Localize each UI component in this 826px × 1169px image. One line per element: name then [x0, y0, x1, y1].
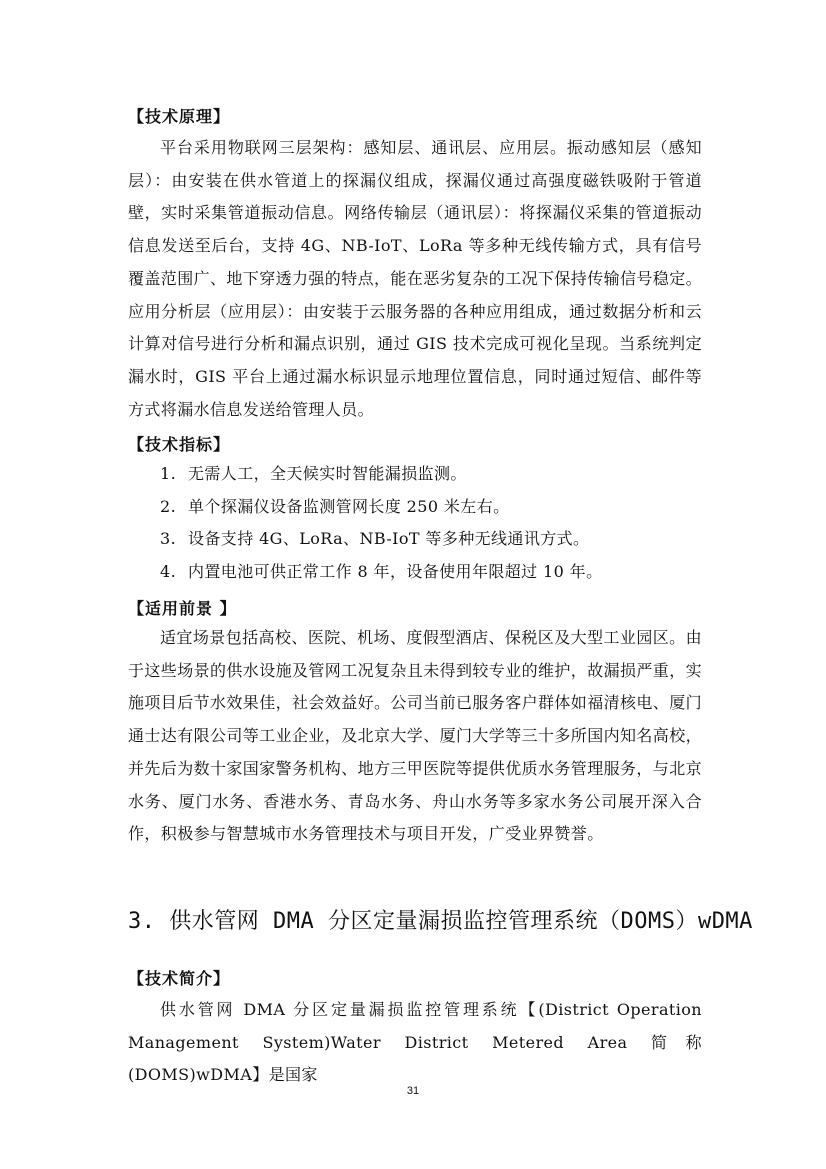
heading-prospects: 【适用前景 】 — [128, 599, 237, 618]
paragraph-prospects: 适宜场景包括高校、医院、机场、度假型酒店、保税区及大型工业园区。由于这些场景的供水设施及管网工况复杂且未得到较专业的维护，故漏损严重，实施项目后节水效果佳，社会效益好。公司当前已服务客户群体如福清核电、厦门通士达有限公司等工业企业，及北京大学、厦门大学等三十多所国内知名高校，并先后为数十家国家警务机构、地方三甲医院等提供优质水务管理服务，与北京水务、厦门水务、香港水务、青岛水务、舟山水务等多家水务公司展开深入合作，积极参与智慧城市水务管理技术与项目开发，广受业界赞誉。 — [128, 628, 703, 844]
list-number: 3. — [160, 529, 177, 549]
list-item — [160, 556, 602, 589]
list-number: 1. — [160, 464, 177, 483]
heading-intro: 【技术简介】 — [128, 969, 231, 988]
indicator-list — [160, 458, 602, 589]
paragraph-intro: 供水管网 DMA 分区定量漏损监控管理系统【(District Operation Management System)Water District Metered Area 简称(DOMS)wDMA】是国家 — [128, 1000, 702, 1085]
list-number: 4. — [160, 562, 177, 582]
list-item — [160, 458, 602, 491]
section-title: 3. 供水管网 DMA 分区定量漏损监控管理系统（DOMS）wDMA — [128, 909, 753, 934]
list-text: 无需人工，全天候实时智能漏损监测。 — [188, 464, 467, 483]
list-text: 单个探漏仪设备监测管网长度 250 米左右。 — [188, 496, 510, 516]
list-item — [160, 523, 602, 556]
list-item — [160, 491, 602, 524]
list-text: 内置电池可供正常工作 8 年，设备使用年限超过 10 年。 — [188, 562, 603, 582]
list-text: 设备支持 4G、LoRa、NB-IoT 等多种无线通讯方式。 — [188, 529, 590, 549]
heading-indicators: 【技术指标】 — [128, 435, 231, 454]
heading-principle: 【技术原理】 — [128, 107, 231, 126]
list-number: 2. — [160, 496, 177, 516]
paragraph-principle: 平台采用物联网三层架构：感知层、通讯层、应用层。振动感知层（感知层）：由安装在供水管道上的探漏仪组成，探漏仪通过高强度磁铁吸附于管道壁，实时采集管道振动信息。网络传输层（通讯层）：将探漏仪采集的管道振动信息发送至后台，支持 4G、NB-IoT、LoRa 等多种无线传输方式，具有信号覆盖范围广、地下穿透力强的特点，能在恶劣复杂的工况下保持传输信号稳定。应用分析层（应用层）：由安装于云服务器的各种应用组成，通过数据分析和云计算对信号进行分析和漏点识别，通过 GIS 技术完成可视化呈现。当系统判定漏水时，GIS 平台上通过漏水标识显示地理位置信息，同时通过短信、邮件等方式将漏水信息发送给管理人员。 — [128, 138, 703, 419]
page-number: 31 — [406, 1085, 420, 1097]
